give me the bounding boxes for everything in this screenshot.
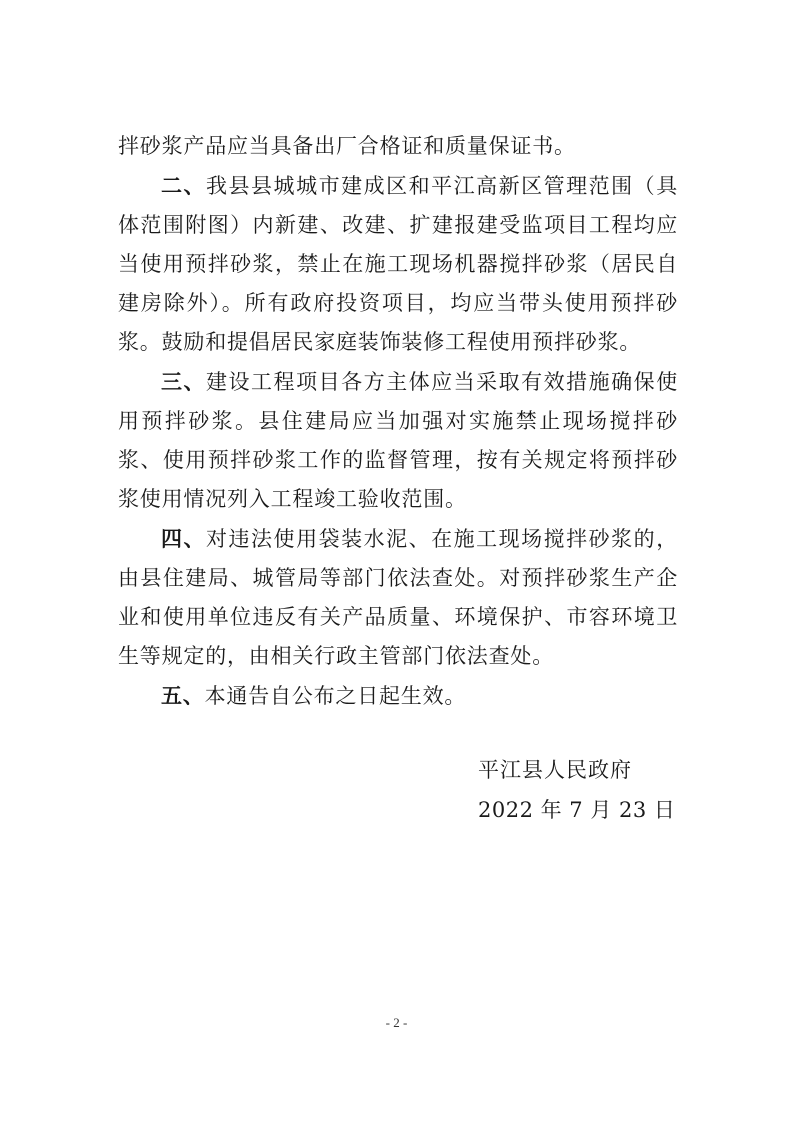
- paragraph-text: 对违法使用袋装水泥、在施工现场搅拌砂浆的，由县住建局、城管局等部门依法查处。对预拌砂浆生产企业和使用单位违反有关产品质量、环境保护、市容环境卫生等规定的，由相关行政主管部门依法查处。: [118, 527, 678, 668]
- item-number: 二、: [161, 173, 207, 198]
- paragraph-text: 拌砂浆产品应当具备出厂合格证和质量保证书。: [118, 134, 576, 158]
- paragraph-item-5: [118, 676, 678, 716]
- paragraph-continuation: [118, 127, 678, 166]
- paragraph-item-2: [118, 166, 678, 362]
- page-number: - 2 -: [385, 1015, 408, 1030]
- issue-date: 2022 年 7 月 23 日: [478, 798, 676, 822]
- item-number: 五、: [161, 683, 205, 708]
- item-number: 四、: [161, 526, 207, 551]
- document-body: [118, 127, 678, 716]
- signature-block: [478, 750, 675, 830]
- issuer-name: 平江县人民政府: [478, 758, 632, 782]
- paragraph-item-3: [118, 362, 678, 519]
- paragraph-text: 建设工程项目各方主体应当采取有效措施确保使用预拌砂浆。县住建局应当加强对实施禁止现场搅拌砂浆、使用预拌砂浆工作的监督管理，按有关规定将预拌砂浆使用情况列入工程竣工验收范围。: [118, 370, 678, 511]
- paragraph-text: 我县县城城市建成区和平江高新区管理范围（具体范围附图）内新建、改建、扩建报建受监项目工程均应当使用预拌砂浆，禁止在施工现场机器搅拌砂浆（居民自建房除外）。所有政府投资项目，均应当带头使用预拌砂浆。鼓励和提倡居民家庭装饰装修工程使用预拌砂浆。: [118, 174, 678, 354]
- paragraph-text: 本通告自公布之日起生效。: [204, 684, 467, 708]
- paragraph-item-4: [118, 519, 678, 676]
- item-number: 三、: [161, 369, 207, 394]
